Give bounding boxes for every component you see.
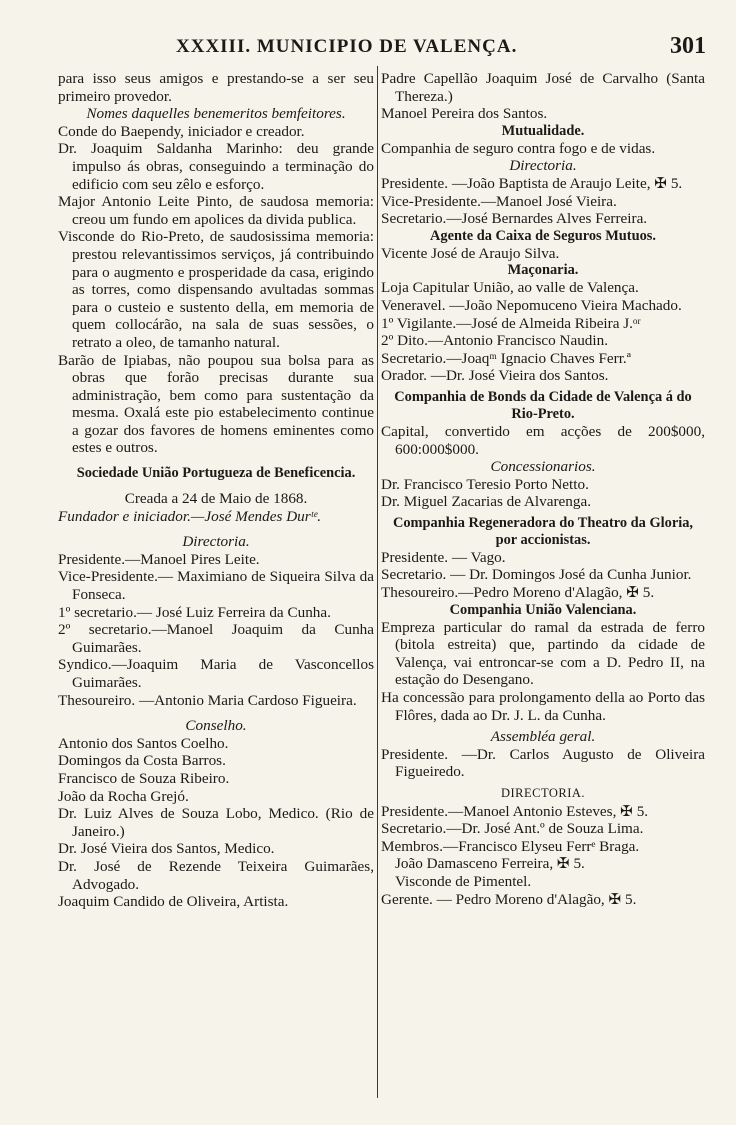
benefactor-entry: Major Antonio Leite Pinto, de saudosa memoria: creou um fundo em apolices da divida publica.	[58, 193, 374, 228]
section-heading-agente: Agente da Caixa de Seguros Mutuos.	[430, 227, 656, 244]
officer-entry: Presidente. —Dr. Carlos Augusto de Oliveira Figueiredo.	[381, 745, 705, 781]
entry: Manoel Pereira dos Santos.	[381, 105, 548, 123]
page-number: 301	[670, 33, 706, 59]
section-heading-uniao-valenciana: Companhia União Valenciana.	[449, 601, 637, 618]
section-heading-maconaria: Maçonaria.	[507, 262, 579, 279]
council-member: Domingos da Costa Barros.	[58, 752, 226, 770]
column-divider	[377, 66, 378, 1098]
benefactor-entry: Barão de Ipiabas, não poupou sua bolsa para as obras que forão precisas durante sua administração, bem como para sustentação da mesma. Oxalá este pio estabelecimento continue a gozar dos favores de homens eminentes como estes e outros.	[58, 351, 374, 457]
section-heading-bonds: Companhia de Bonds da Cidade de Valença á do Rio-Preto.	[394, 388, 692, 422]
officer-entry: 2º Dito.—Antonio Francisco Naudin.	[381, 332, 609, 350]
right-column	[381, 70, 705, 908]
benefactor-entry: Visconde do Rio-Preto, de saudosissima memoria: prestou relevantissimos serviços, já contribuindo para o augmento e prosperidade da casa, erigindo as torres, como dispensando avultadas sommas para o custeio e sustento della, em memoria de quem collocárão, na sala de suas sessões, o retrato a oleo, de tamanho natural.	[58, 228, 374, 351]
officer-entry: Presidente.—Manoel Pires Leite.	[58, 550, 260, 568]
member-entry: Visconde de Pimentel.	[395, 872, 532, 890]
officer-entry: Membros.—Francisco Elyseu Ferrᵉ Braga.	[381, 837, 640, 855]
officer-entry: Orador. —Dr. José Vieira dos Santos.	[381, 367, 609, 385]
officer-entry: Secretario.—José Bernardes Alves Ferreira.	[381, 210, 648, 228]
officer-entry: Secretario. — Dr. Domingos José da Cunha Junior.	[381, 566, 692, 584]
intro-paragraph: para isso seus amigos e prestando-se a ser seu primeiro provedor.	[58, 70, 374, 105]
officer-entry: Vice-Presidente.— Maximiano de Siqueira Silva da Fonseca.	[58, 568, 374, 604]
directoria-caps-heading: DIRECTORIA.	[500, 786, 586, 800]
directoria-heading: Directoria.	[509, 157, 577, 175]
conselho-heading: Conselho.	[185, 717, 247, 735]
council-member: Dr. Luiz Alves de Souza Lobo, Medico. (Rio de Janeiro.)	[58, 805, 374, 840]
council-member: João da Rocha Grejó.	[58, 787, 189, 805]
council-member: Antonio dos Santos Coelho.	[58, 734, 229, 752]
officer-entry: 2º secretario.—Manoel Joaquim da Cunha Guimarães.	[58, 621, 374, 656]
council-member: Dr. José de Rezende Teixeira Guimarães, Advogado.	[58, 857, 374, 893]
page-header	[56, 33, 710, 66]
founder-line: Fundador e iniciador.—José Mendes Durᵗᵉ.	[58, 507, 321, 525]
entry: Dr. Miguel Zacarias de Alvarenga.	[381, 493, 592, 511]
member-entry: João Damasceno Ferreira, ✠ 5.	[395, 855, 585, 873]
entry: Ha concessão para prolongamento della ao Porto das Flôres, dada ao Dr. J. L. da Cunha.	[381, 689, 705, 724]
directoria-heading: Directoria.	[182, 533, 250, 551]
left-column	[58, 70, 374, 911]
officer-entry: Syndico.—Joaquim Maria de Vasconcellos Guimarães.	[58, 656, 374, 691]
concessionarios-heading: Concessionarios.	[490, 458, 596, 476]
benefactor-entry: Conde do Baependy, iniciador e creador.	[58, 122, 305, 140]
officer-entry: Thesoureiro. —Antonio Maria Cardoso Figueira.	[58, 691, 357, 709]
benefactor-entry: Dr. Joaquim Saldanha Marinho: deu grande impulso ás obras, conseguindo a terminação do edificio com seu zêlo e esforço.	[58, 140, 374, 193]
officer-entry: Vice-Presidente.—Manoel José Vieira.	[381, 192, 617, 210]
assemblea-heading: Assembléa geral.	[490, 728, 596, 746]
council-member: Joaquim Candido de Oliveira, Artista.	[58, 893, 289, 911]
officer-entry: Thesoureiro.—Pedro Moreno d'Alagão, ✠ 5.	[381, 584, 655, 602]
entry: Capital, convertido em acções de 200$000, 600:000$000.	[381, 422, 705, 458]
founding-date: Creada a 24 de Maio de 1868.	[124, 490, 308, 508]
officer-entry: Veneravel. —João Nepomuceno Vieira Machado.	[381, 296, 682, 314]
entry: Vicente José de Araujo Silva.	[381, 244, 560, 262]
benefactors-heading: Nomes daquelles benemeritos bemfeitores.	[86, 105, 346, 123]
entry: Dr. Francisco Teresio Porto Netto.	[381, 475, 589, 493]
entry: Companhia de seguro contra fogo e de vidas.	[381, 139, 656, 157]
officer-entry: Secretario.—Joaqᵐ Ignacio Chaves Ferr.ª	[381, 349, 631, 367]
entry: Empreza particular do ramal da estrada de ferro (bitola estreita) que, partindo da cidade de Valença, vai entroncar-se com a D. Pedro II, na estação do Desengano.	[381, 618, 705, 689]
officer-entry: Gerente. — Pedro Moreno d'Alagão, ✠ 5.	[381, 890, 637, 908]
entry: Loja Capitular União, ao valle de Valença.	[381, 279, 639, 297]
officer-entry: Secretario.—Dr. José Ant.º de Souza Lima.	[381, 820, 644, 838]
council-member: Dr. José Vieira dos Santos, Medico.	[58, 840, 275, 858]
entry: Padre Capellão Joaquim José de Carvalho (Santa Thereza.)	[381, 70, 705, 105]
section-heading-mutualidade: Mutualidade.	[501, 122, 585, 139]
officer-entry: Presidente.—Manoel Antonio Esteves, ✠ 5.	[381, 802, 649, 820]
officer-entry: Presidente. — Vago.	[381, 548, 506, 566]
officer-entry: 1º secretario.— José Luiz Ferreira da Cunha.	[58, 603, 331, 621]
society-heading: Sociedade União Portugueza de Beneficencia.	[76, 465, 356, 482]
council-member: Francisco de Souza Ribeiro.	[58, 769, 230, 787]
officer-entry: Presidente. —João Baptista de Araujo Leite, ✠ 5.	[381, 174, 683, 192]
section-heading-theatro: Companhia Regeneradora do Theatro da Gloria, por accionistas.	[392, 514, 694, 548]
officer-entry: 1º Vigilante.—José de Almeida Ribeira J.ᵒʳ	[381, 314, 641, 332]
running-title: XXXIII. MUNICIPIO DE VALENÇA.	[176, 36, 518, 57]
